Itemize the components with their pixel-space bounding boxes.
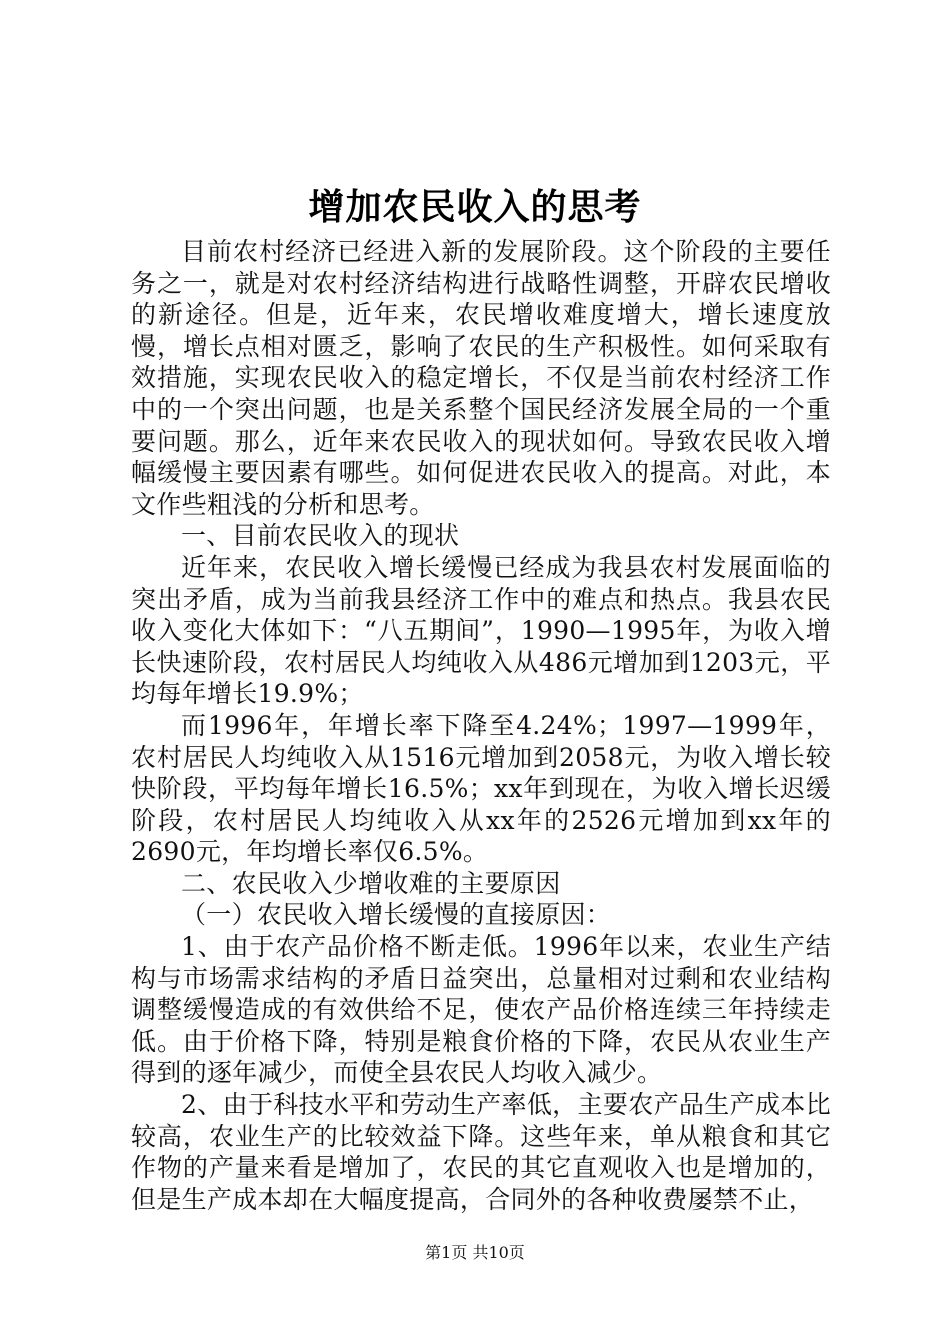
paragraph-reason-2: 2、由于科技水平和劳动生产率低，主要农产品生产成本比较高，农业生产的比较效益下降。这些年来，单从粮食和其它作物的产量来看是增加了，农民的其它直观收入也是增加的，但是生产成本却在大幅度提高，合同外的各种收费屡禁不止， [131, 1090, 831, 1214]
paragraph-reason-1: 1、由于农产品价格不断走低。1996年以来，农业生产结构与市场需求结构的矛盾日益突出，总量相对过剩和农业结构调整缓慢造成的有效供给不足，使农产品价格连续三年持续走低。由于价格下降，特别是粮食价格的下降，农民从农业生产得到的逐年减少，而使全县农民人均收入减少。 [131, 932, 831, 1088]
document-body [131, 236, 831, 1215]
section-heading-2: 二、农民收入少增收难的主要原因 [181, 868, 561, 898]
document-title: 增加农民收入的思考 [308, 187, 642, 228]
paragraph-status: 近年来，农民收入增长缓慢已经成为我县农村发展面临的突出矛盾，成为当前我县经济工作中的难点和热点。我县农民收入变化大体如下：“八五期间”，1990—1995年，为收入增长快速阶段，农村居民人均纯收入从486元增加到1203元，平均每年增长19.9%； [131, 552, 831, 709]
paragraph-status-continued: 而1996年，年增长率下降至4.24%；1997—1999年，农村居民人均纯收入从1516元增加到2058元，为收入增长较快阶段，平均每年增长16.5%；xx年到现在，为收入增长迟缓阶段，农村居民人均纯收入从xx年的2526元增加到xx年的2690元，年均增长率仅6.5%。 [131, 710, 831, 867]
subsection-heading-1: （一）农民收入增长缓慢的直接原因： [181, 900, 612, 930]
page-number-footer: 第1页 共10页 [425, 1243, 525, 1262]
paragraph-intro: 目前农村经济已经进入新的发展阶段。这个阶段的主要任务之一，就是对农村经济结构进行战略性调整，开辟农民增收的新途径。但是，近年来，农民增收难度增大，增长速度放慢，增长点相对匮乏，影响了农民的生产积极性。如何采取有效措施，实现农民收入的稳定增长，不仅是当前农村经济工作中的一个突出问题，也是关系整个国民经济发展全局的一个重要问题。那么，近年来农民收入的现状如何。导致农民收入增幅缓慢主要因素有哪些。如何促进农民收入的提高。对此，本文作些粗浅的分析和思考。 [131, 237, 831, 519]
section-heading-1: 一、目前农民收入的现状 [181, 521, 460, 551]
